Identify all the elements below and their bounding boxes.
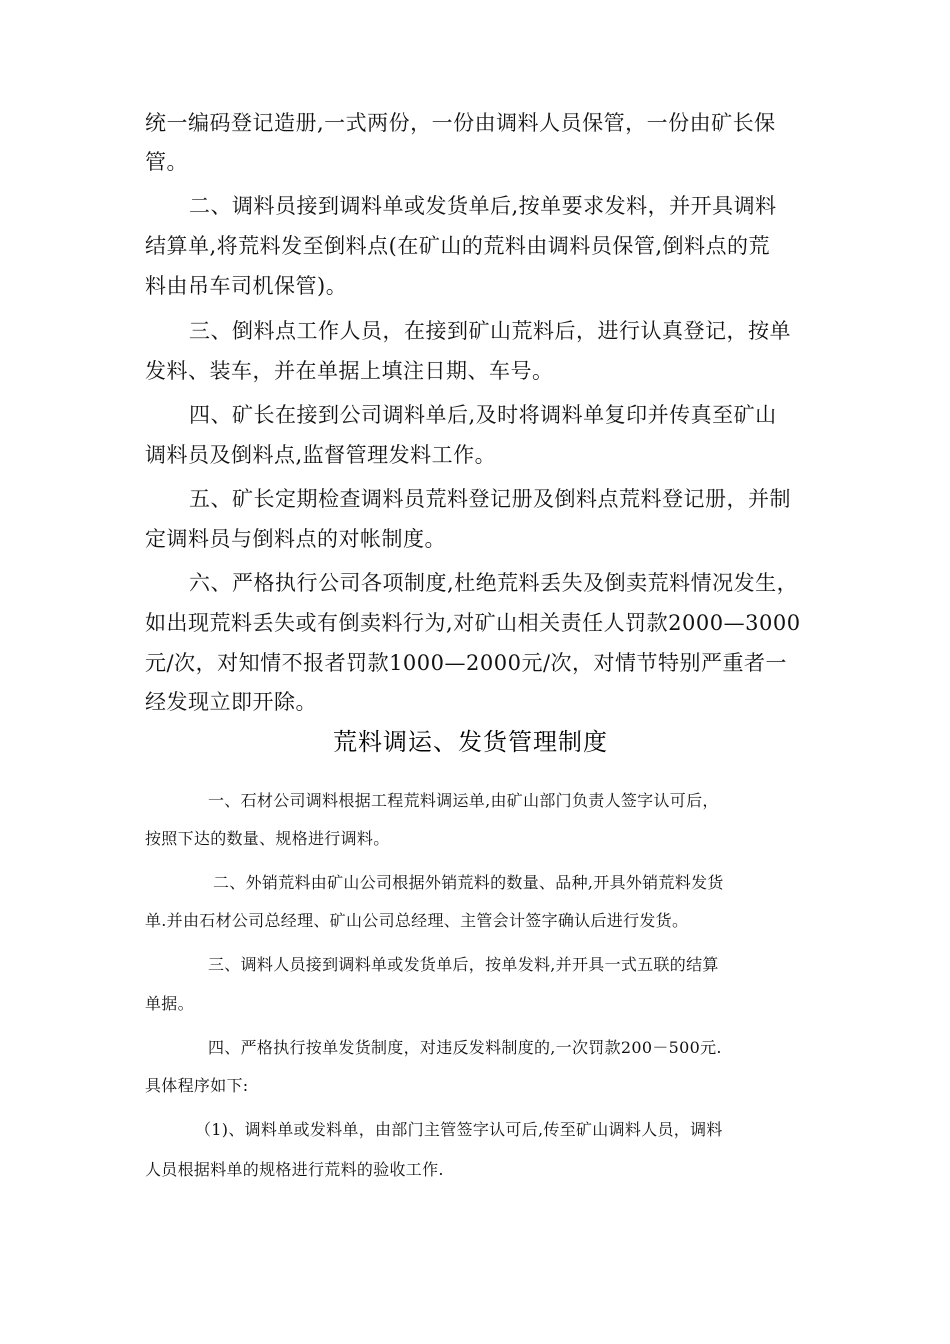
- section-title: 荒料调运、发货管理制度: [333, 728, 608, 756]
- paragraph-line: 发料、装车，并在单据上填注日期、车号。: [145, 359, 554, 383]
- paragraph-line: 六、严格执行公司各项制度,杜绝荒料丢失及倒卖荒料情况发生，: [189, 571, 799, 595]
- paragraph-line: 二、调料员接到调料单或发货单后,按单要求发料，并开具调料: [189, 194, 777, 218]
- paragraph-line: 结算单,将荒料发至倒料点(在矿山的荒料由调料员保管,倒料点的荒: [145, 234, 771, 258]
- paragraph-line: 五、矿长定期检查调料员荒料登记册及倒料点荒料登记册，并制: [189, 487, 791, 511]
- paragraph-line: 具体程序如下:: [145, 1076, 249, 1095]
- paragraph-line: 如出现荒料丢失或有倒卖料行为,对矿山相关责任人罚款2000—3000: [145, 611, 801, 635]
- paragraph-line: 调料员及倒料点,监督管理发料工作。: [145, 443, 497, 467]
- paragraph-line: 一、石材公司调料根据工程荒料调运单,由矿山部门负责人签字认可后，: [208, 791, 719, 810]
- paragraph-line: 四、矿长在接到公司调料单后,及时将调料单复印并传真至矿山: [189, 403, 777, 427]
- paragraph-line: 人员根据料单的规格进行荒料的验收工作.: [145, 1160, 444, 1179]
- paragraph-line: 四、严格执行按单发货制度，对违反发料制度的,一次罚款200－500元.: [208, 1038, 722, 1057]
- paragraph-line: 定调料员与倒料点的对帐制度。: [145, 527, 446, 551]
- paragraph-line: 单据。: [145, 994, 194, 1013]
- paragraph-line: 统一编码登记造册,一式两份，一份由调料人员保管，一份由矿长保: [145, 111, 776, 135]
- paragraph-line: 元/次，对知情不报者罚款1000—2000元/次，对情节特别严重者一: [145, 651, 788, 675]
- paragraph-line: （1)、调料单或发料单，由部门主管签字认可后,传至矿山调料人员，调料: [195, 1120, 723, 1139]
- paragraph-line: 料由吊车司机保管)。: [145, 274, 348, 298]
- paragraph-line: 二、外销荒料由矿山公司根据外销荒料的数量、品种,开具外销荒料发货: [213, 873, 724, 892]
- paragraph-line: 三、倒料点工作人员，在接到矿山荒料后，进行认真登记，按单: [189, 319, 791, 343]
- paragraph-line: 单.并由石材公司总经理、矿山公司总经理、主管会计签字确认后进行发货。: [145, 911, 689, 930]
- paragraph-line: 经发现立即开除。: [145, 690, 317, 714]
- paragraph-line: 按照下达的数量、规格进行调料。: [145, 829, 390, 848]
- paragraph-line: 管。: [145, 150, 188, 174]
- paragraph-line: 三、调料人员接到调料单或发货单后，按单发料,并开具一式五联的结算: [208, 955, 719, 974]
